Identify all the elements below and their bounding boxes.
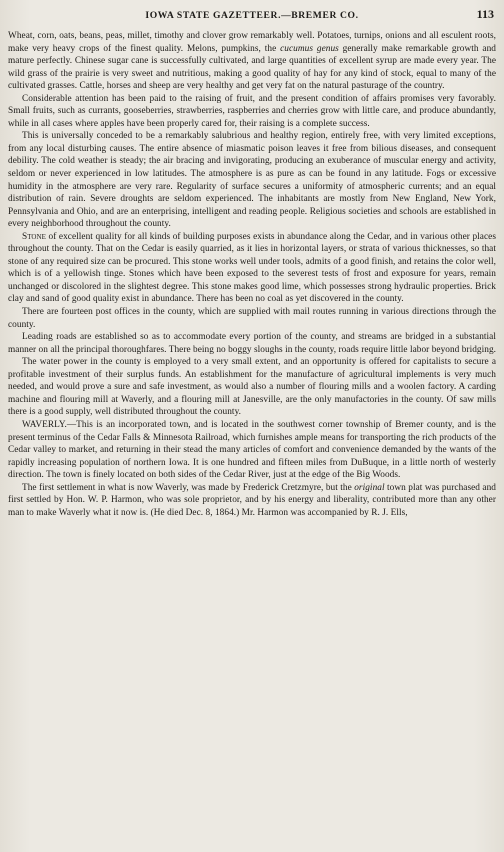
paragraph	[8, 93, 496, 131]
paragraph	[8, 30, 496, 93]
text-run: This is universally conceded to be a remarkably salubrious and healthy region, entirely free, with very limited exceptions, from any local disturbing causes. The entire absence of miasmatic poison leaves it free from bilious diseases, and consequent debility. The cold weather is steady; the air bracing and invigorating, producing an exuberance of muscular energy and activity, seldom or never experienced in low latitudes. The atmosphere is as pure as can be found in any latitude. Fogs or excessive humidity in the atmosphere are very rare. Regularity of surface secures a uniformity of atmospheric currents; and an equal distribution of rain. Severe droughts are seldom experienced. The inhabitants are mostly from New England, New York, Pennsylvania and Ohio, and are an enterprising, intelligent and reading people. Religious societies and schools are established in every neighborhood throughout the county.	[8, 131, 496, 230]
text-run: generally make remarkable growth and mature perfectly. Chinese sugar cane is successfully cultivated, and large quantities of excellent syrup are made every year. The wild grass of the prairie is very sweet and nutritious, making a good quality of hay for any kind of stock, equal to many of the cultivated grasses. Cattle, horses and sheep are very healthy and get very fat on the natural pasturage of the country.	[8, 43, 496, 92]
paragraph	[8, 482, 496, 520]
text-run: The first settlement in what is now Waverly, was made by Frederick Cretzmyre, but the	[22, 482, 355, 493]
paragraph	[8, 356, 496, 419]
running-header	[8, 8, 496, 30]
body-text	[8, 30, 496, 519]
paragraph	[8, 306, 496, 331]
text-run: of excellent quality for all kinds of building purposes exists in abundance along the Cedar, and in various other places throughout the county. That on the Cedar is easily quarried, as it lies in horizontal layers, or strata of various thicknesses, so that stone of any required size can be procured. This stone works well under tools, admits of a good finish, and retains the color well, which is of a yellowish tinge. Stones which have been exposed to the severest tests of frost and exposure for years, remain unchanged or discolored in the slightest degree. This stone makes good lime, which possesses strong hydraulic properties. Brick clay and sand of good quality exist in abundance. There has been no coal as yet discovered in the county.	[8, 231, 496, 305]
page-number: 113	[476, 7, 494, 21]
text-run: town plat was purchased and first settled by Hon. W. P. Harmon, who was sole proprietor, and by his energy and liberality, contributed more than any other man to make Waverly what it now is. (He died Dec. 8, 1864.) Mr. Harmon was accompanied by R. J. Ells,	[8, 482, 496, 518]
running-title: IOWA STATE GAZETTEER.—BREMER CO.	[145, 10, 359, 21]
paragraph	[8, 130, 496, 230]
text-run: Leading roads are established so as to accommodate every portion of the county, and streams are bridged in a substantial manner on all the principal thoroughfares. There being no boggy sloughs in the county, roads require little labor beyond bridging.	[8, 332, 497, 355]
paragraph	[8, 331, 496, 356]
paragraph	[8, 419, 496, 482]
italic-text: cucumus genus	[280, 43, 339, 54]
paragraph	[8, 231, 496, 306]
text-run: The water power in the county is employed to a very small extent, and an opportunity is offered for capitalists to secure a profitable investment of their surplus funds. An establishment for the manufacture of agricultural implements is very much needed, and would prove a sure and safe investment, as would also a number of flouring mills and a woolen factory. A carding machine and flouring mill at Waverly, and a flouring mill at Janesville, are the only manufactories in the county. Of saw mills there is a good supply, well distributed throughout the county.	[8, 357, 496, 418]
text-run: WAVERLY.—This is an incorporated town, and is located in the southwest corner township of Bremer county, and is the present terminus of the Cedar Falls & Minnesota Railroad, which furnishes ample means for transporting the rich products of the Cedar valley to market, and returning in their stead the many articles of comfort and convenience demanded by the wants of the rapidly increasing population of northern Iowa. It is one hundred and fifteen miles from DuBuque, in a little north of westerly direction. The town is finely located on both sides of the Cedar River, just at the edge of the Big Woods.	[8, 419, 496, 481]
small-caps-text: Stone	[22, 231, 46, 242]
italic-text: original	[354, 482, 385, 493]
text-run: Considerable attention has been paid to the raising of fruit, and the present condition of affairs promises very favorably. Small fruits, such as currants, gooseberries, strawberries, raspberries and cherries grow with little care, and produce abundantly, while in all cases where apples have been properly cared for, their raising is a complete success.	[8, 93, 496, 129]
text-run: There are fourteen post offices in the county, which are supplied with mail routes running in various directions through the county.	[8, 307, 496, 330]
text-run: Wheat, corn, oats, beans, peas, millet, timothy and clover grow remarkably well. Potatoes, turnips, onions and all esculent roots, make very heavy crops of the finest quality. Melons, pumpkins, the	[8, 31, 496, 54]
